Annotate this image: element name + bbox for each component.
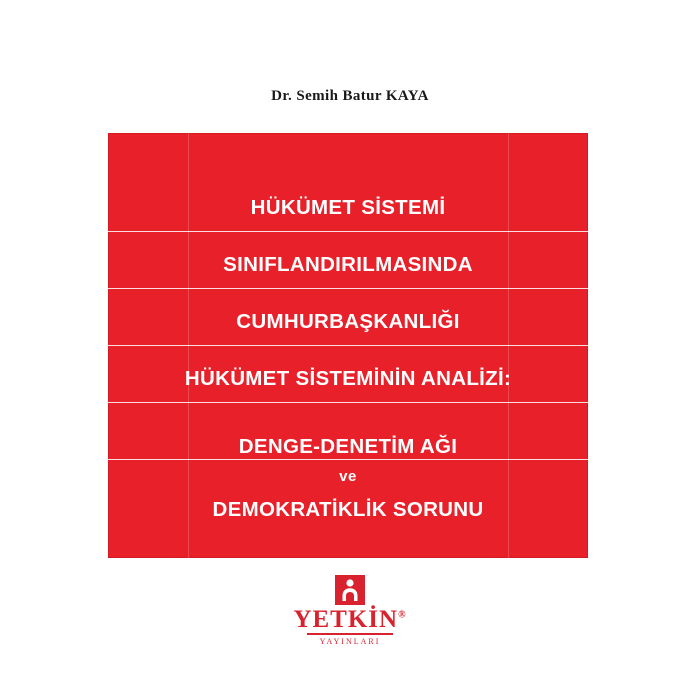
title-line-1: HÜKÜMET SİSTEMİ	[250, 196, 446, 219]
author-name: Dr. Semih Batur KAYA	[271, 88, 429, 104]
publisher-subtitle: YAYINLARI	[319, 637, 381, 646]
title-line-3: CUMHURBAŞKANLIĞI	[236, 310, 460, 333]
title-panel	[108, 133, 588, 558]
title-text-block	[108, 133, 588, 558]
publisher-logo	[0, 575, 700, 646]
publisher-name	[0, 607, 700, 632]
title-line-7: DEMOKRATİKLİK SORUNU	[212, 498, 484, 521]
registered-mark: ®	[398, 609, 407, 621]
publisher-name-text: YETKİN	[293, 606, 399, 633]
person-figure-icon	[335, 575, 365, 605]
title-line-6: ve	[339, 468, 357, 485]
logo-underline	[307, 633, 393, 635]
title-line-2: SINIFLANDIRILMASINDA	[223, 253, 473, 276]
title-line-4: HÜKÜMET SİSTEMİNİN ANALİZİ:	[184, 367, 512, 390]
title-line-5: DENGE-DENETİM AĞI	[238, 435, 458, 458]
